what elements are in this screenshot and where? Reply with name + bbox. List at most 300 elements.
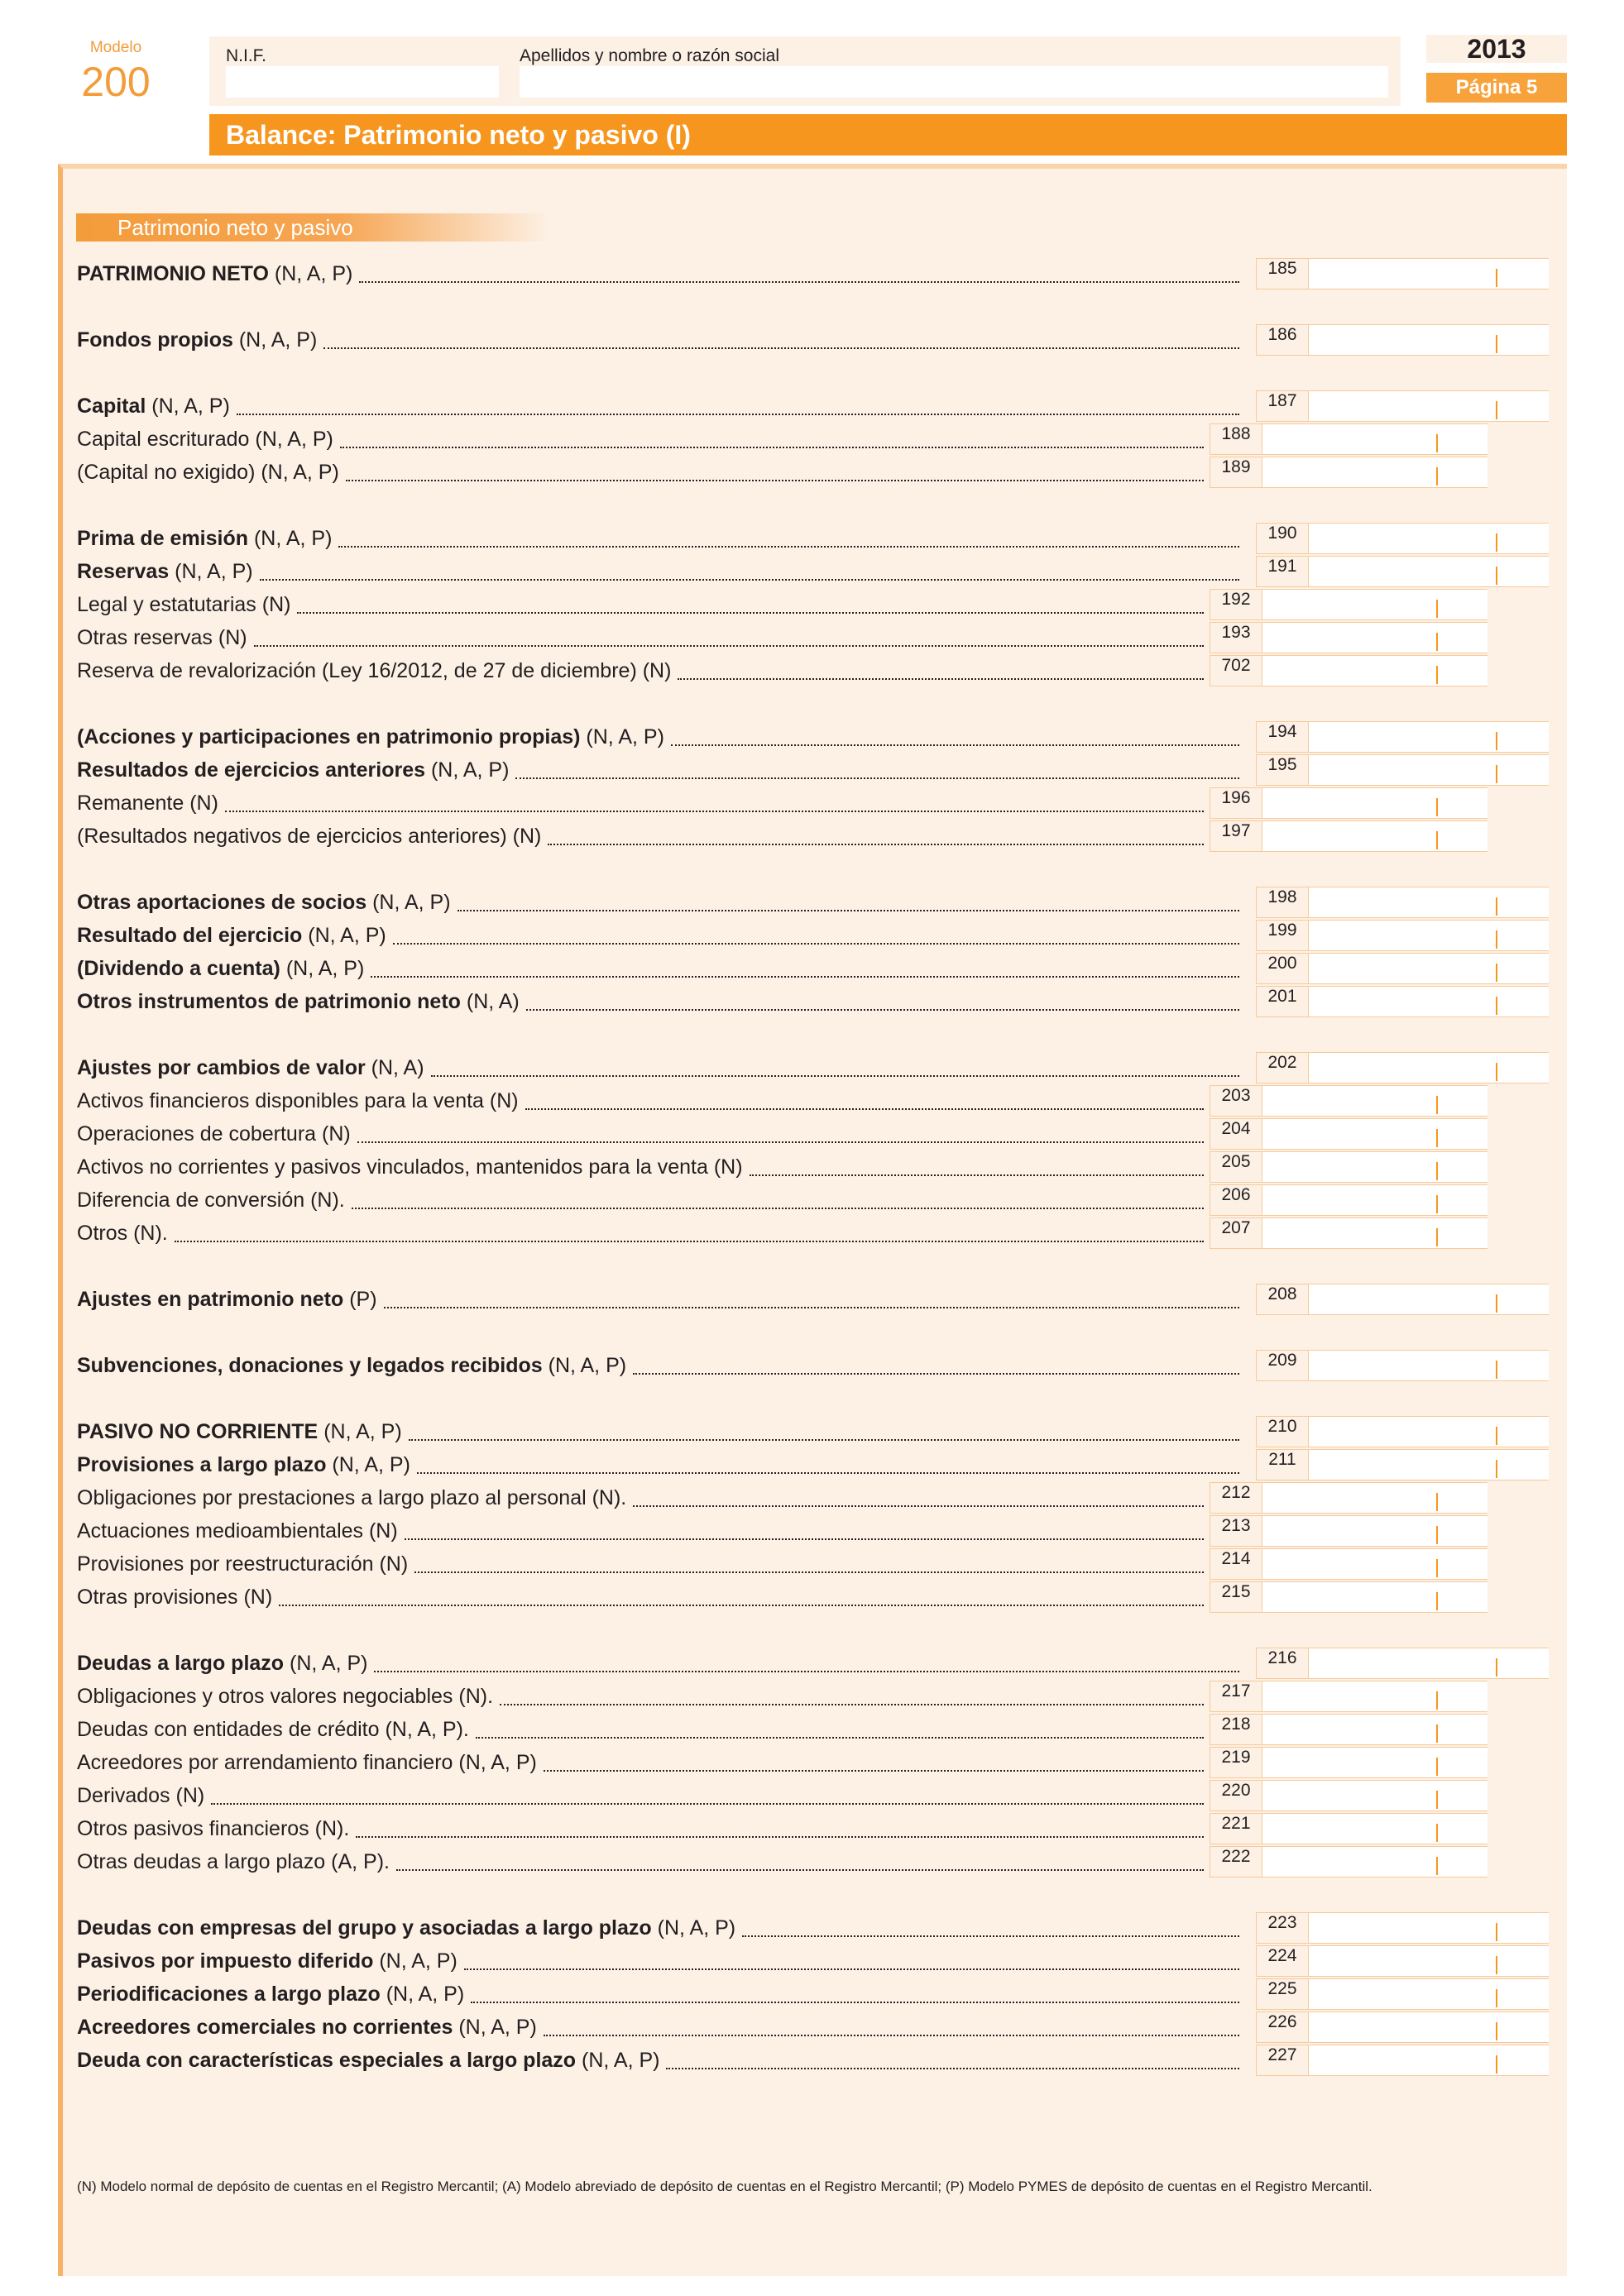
- box-code: 211: [1256, 1449, 1309, 1480]
- dot-leader: [340, 447, 1204, 448]
- dot-leader: [260, 579, 1239, 581]
- box-code: 190: [1256, 523, 1309, 554]
- row-label: [77, 461, 339, 485]
- row-label-text: Diferencia de conversión (N).: [77, 1189, 345, 1212]
- row-label-text: (N, A, P): [232, 328, 318, 352]
- row-label-text: (P): [343, 1288, 377, 1311]
- decimal-separator-mark: [1496, 1294, 1497, 1313]
- row-label-bold: (Dividendo a cuenta): [77, 957, 280, 980]
- amount-field[interactable]: [1309, 1449, 1549, 1480]
- dot-leader: [742, 1935, 1239, 1937]
- row-label: [77, 1817, 349, 1841]
- row-label: [77, 1089, 519, 1113]
- row-label: [77, 1552, 408, 1576]
- decimal-separator-mark: [1496, 1989, 1497, 2007]
- balance-row: [77, 457, 1204, 488]
- modelo-label: Modelo: [89, 39, 142, 56]
- row-label-text: Activos financieros disponibles para la venta (N): [77, 1089, 519, 1112]
- balance-row: [77, 721, 1239, 753]
- amount-field[interactable]: [1262, 1118, 1487, 1150]
- row-label: [77, 1453, 410, 1477]
- balance-row: [77, 1747, 1204, 1778]
- row-label: [77, 1916, 735, 1940]
- box-code: 196: [1210, 787, 1262, 819]
- box-code: 225: [1256, 1978, 1309, 2010]
- decimal-separator-mark: [1436, 831, 1438, 849]
- balance-row: [77, 2045, 1239, 2076]
- row-label-bold: PASIVO NO CORRIENTE: [77, 1420, 319, 1443]
- amount-field[interactable]: [1309, 390, 1549, 422]
- balance-row: [77, 1184, 1204, 1216]
- balance-row: [77, 787, 1204, 819]
- box-code: 199: [1256, 920, 1309, 951]
- box-code: 204: [1210, 1118, 1262, 1150]
- row-label: [77, 924, 386, 948]
- dot-leader: [211, 1803, 1204, 1805]
- decimal-separator-mark: [1436, 1857, 1438, 1875]
- balance-row: [77, 754, 1239, 786]
- box-code: 217: [1210, 1681, 1262, 1712]
- balance-row: [77, 820, 1204, 852]
- box-code: 186: [1256, 324, 1309, 356]
- box-code: 224: [1256, 1945, 1309, 1977]
- box-code: 212: [1210, 1482, 1262, 1514]
- amount-field[interactable]: [1309, 754, 1549, 786]
- box-code: 193: [1210, 622, 1262, 653]
- row-label-bold: Ajustes en patrimonio neto: [77, 1288, 344, 1311]
- dot-leader: [409, 1439, 1239, 1441]
- decimal-separator-mark: [1436, 1195, 1438, 1213]
- dot-leader: [371, 976, 1239, 978]
- box-code: 188: [1210, 423, 1262, 455]
- row-label-text: (N, A, P): [248, 527, 333, 550]
- row-label-text: (N, A, P): [651, 1916, 736, 1940]
- amount-field[interactable]: [1309, 1350, 1549, 1381]
- balance-row: [77, 1548, 1204, 1580]
- decimal-separator-mark: [1496, 2022, 1497, 2040]
- box-code: 197: [1210, 820, 1262, 852]
- decimal-separator-mark: [1436, 1228, 1438, 1246]
- row-label: [77, 1784, 204, 1808]
- row-label: [77, 1850, 390, 1874]
- row-label-bold: Resultados de ejercicios anteriores: [77, 758, 426, 782]
- balance-row: [77, 1118, 1204, 1150]
- row-label-text: (N, A, P): [580, 725, 664, 749]
- box-code: 207: [1210, 1217, 1262, 1249]
- amount-field[interactable]: [1309, 523, 1549, 554]
- row-label-text: (N, A, P): [302, 924, 386, 947]
- row-label-text: (N, A, P): [425, 758, 510, 782]
- box-code: 216: [1256, 1648, 1309, 1679]
- decimal-separator-mark: [1496, 1427, 1497, 1445]
- decimal-separator-mark: [1436, 1096, 1438, 1114]
- row-label-text: Otras reservas (N): [77, 626, 247, 649]
- dot-leader: [359, 281, 1239, 283]
- box-code: 221: [1210, 1813, 1262, 1844]
- balance-row: [77, 1449, 1239, 1480]
- row-label: [77, 328, 317, 352]
- balance-row: [77, 1714, 1204, 1745]
- row-label-bold: Ajustes por cambios de valor: [77, 1056, 366, 1079]
- row-label-text: (N, A, P): [169, 560, 253, 583]
- decimal-separator-mark: [1496, 335, 1497, 353]
- row-label: [77, 626, 247, 650]
- decimal-separator-mark: [1496, 997, 1497, 1015]
- dot-leader: [279, 1605, 1204, 1606]
- balance-row: [77, 1217, 1204, 1249]
- row-label: [77, 1519, 398, 1543]
- row-label: [77, 262, 352, 286]
- balance-row: [77, 655, 1204, 686]
- row-label: [77, 1222, 168, 1246]
- amount-field[interactable]: [1262, 787, 1487, 819]
- name-label: Apellidos y nombre o razón social: [520, 46, 779, 65]
- decimal-separator-mark: [1496, 930, 1497, 949]
- nif-field[interactable]: [226, 66, 499, 98]
- amount-field[interactable]: [1262, 457, 1487, 488]
- balance-row: [77, 1350, 1239, 1381]
- amount-field[interactable]: [1262, 1515, 1487, 1547]
- decimal-separator-mark: [1436, 1691, 1438, 1710]
- dot-leader: [414, 1571, 1204, 1573]
- row-label: [77, 891, 451, 915]
- decimal-separator-mark: [1436, 1724, 1438, 1743]
- box-code: 206: [1210, 1184, 1262, 1216]
- decimal-separator-mark: [1496, 1923, 1497, 1941]
- box-code: 192: [1210, 589, 1262, 620]
- dot-leader: [254, 645, 1204, 647]
- box-code: 210: [1256, 1416, 1309, 1447]
- balance-row: [77, 1416, 1239, 1447]
- balance-row: [77, 589, 1204, 620]
- decimal-separator-mark: [1496, 533, 1497, 552]
- balance-row: [77, 1681, 1204, 1712]
- amount-field[interactable]: [1262, 1747, 1487, 1778]
- page-badge: Página 5: [1426, 73, 1567, 103]
- dot-leader: [346, 480, 1204, 481]
- dot-leader: [225, 811, 1204, 812]
- decimal-separator-mark: [1496, 964, 1497, 982]
- balance-row: [77, 2011, 1239, 2043]
- balance-row: [77, 423, 1204, 455]
- row-label-text: (N, A, P): [326, 1453, 410, 1476]
- box-code: 213: [1210, 1515, 1262, 1547]
- decimal-separator-mark: [1496, 567, 1497, 585]
- amount-field[interactable]: [1262, 1581, 1487, 1613]
- name-field[interactable]: [520, 66, 1388, 98]
- amount-field[interactable]: [1262, 655, 1487, 686]
- balance-row: [77, 1912, 1239, 1944]
- dot-leader: [464, 1968, 1239, 1970]
- balance-row: [77, 1978, 1239, 2010]
- amount-field[interactable]: [1262, 1846, 1487, 1877]
- dot-leader: [457, 910, 1239, 911]
- amount-field[interactable]: [1309, 1052, 1549, 1083]
- row-label-text: Obligaciones y otros valores negociables (N).: [77, 1685, 494, 1708]
- row-label-text: Actuaciones medioambientales (N): [77, 1519, 398, 1543]
- row-label: [77, 1486, 626, 1510]
- box-code: 198: [1256, 887, 1309, 918]
- row-label-text: Otros pasivos financieros (N).: [77, 1817, 350, 1840]
- amount-field[interactable]: [1262, 1217, 1487, 1249]
- balance-row: [77, 1085, 1204, 1117]
- row-label-bold: Capital: [77, 395, 146, 418]
- amount-field[interactable]: [1309, 324, 1549, 356]
- dot-leader: [544, 1770, 1204, 1772]
- dot-leader: [431, 1075, 1239, 1077]
- footnote: (N) Modelo normal de depósito de cuentas en el Registro Mercantil; (A) Modelo abreviado de depósito de cuentas en el Registro Mercantil; (P) Modelo PYMES de depósito de cuentas en el Registro Mercantil.: [77, 2179, 1372, 2194]
- amount-field[interactable]: [1262, 1813, 1487, 1844]
- balance-row: [77, 258, 1239, 289]
- row-label: [77, 758, 509, 782]
- row-label-bold: Fondos propios: [77, 328, 233, 352]
- decimal-separator-mark: [1496, 1361, 1497, 1379]
- dot-leader: [515, 777, 1239, 779]
- balance-row: [77, 1846, 1204, 1877]
- dot-leader: [237, 414, 1239, 415]
- modelo-block: [79, 39, 153, 105]
- box-code: 219: [1210, 1747, 1262, 1778]
- decimal-separator-mark: [1496, 765, 1497, 783]
- box-code: 223: [1256, 1912, 1309, 1944]
- balance-row: [77, 1648, 1239, 1679]
- dot-leader: [633, 1505, 1204, 1507]
- row-label-bold: Deudas con empresas del grupo y asociadas a largo plazo: [77, 1916, 652, 1940]
- amount-field[interactable]: [1262, 1482, 1487, 1514]
- row-label-text: Obligaciones por prestaciones a largo plazo al personal (N).: [77, 1486, 627, 1509]
- dot-leader: [678, 678, 1204, 680]
- row-label: [77, 825, 541, 849]
- dot-leader: [633, 1373, 1239, 1375]
- row-label: [77, 659, 671, 683]
- amount-field[interactable]: [1262, 589, 1487, 620]
- balance-row: [77, 324, 1239, 356]
- decimal-separator-mark: [1436, 1162, 1438, 1180]
- row-label: [77, 1983, 464, 2007]
- amount-field[interactable]: [1262, 1714, 1487, 1745]
- dot-leader: [471, 2002, 1239, 2003]
- row-label: [77, 1354, 626, 1378]
- dot-leader: [544, 2035, 1239, 2036]
- row-label-text: Remanente (N): [77, 792, 218, 815]
- decimal-separator-mark: [1436, 467, 1438, 486]
- dot-leader: [323, 347, 1239, 349]
- balance-row: [77, 1515, 1204, 1547]
- amount-field[interactable]: [1262, 1184, 1487, 1216]
- row-label-text: (N, A, P): [318, 1420, 402, 1443]
- row-label-bold: PATRIMONIO NETO: [77, 262, 269, 285]
- dot-leader: [548, 844, 1204, 845]
- dot-leader: [750, 1174, 1204, 1176]
- row-label: [77, 527, 332, 551]
- amount-field[interactable]: [1262, 1780, 1487, 1811]
- row-label: [77, 593, 290, 617]
- row-label: [77, 560, 253, 584]
- row-label-text: Capital escriturado (N, A, P): [77, 428, 333, 451]
- balance-row: [77, 1813, 1204, 1844]
- decimal-separator-mark: [1436, 1129, 1438, 1147]
- modelo-number: 200: [81, 59, 151, 105]
- row-label-text: (N, A, P): [280, 957, 365, 980]
- amount-field[interactable]: [1262, 423, 1487, 455]
- dot-leader: [525, 1108, 1204, 1110]
- box-code: 215: [1210, 1581, 1262, 1613]
- row-label-text: (N, A, P): [284, 1652, 368, 1675]
- row-label-bold: Periodificaciones a largo plazo: [77, 1983, 381, 2006]
- row-label-text: Reserva de revalorización (Ley 16/2012, de 27 de diciembre) (N): [77, 659, 672, 682]
- decimal-separator-mark: [1496, 1658, 1497, 1677]
- balance-row: [77, 887, 1239, 918]
- decimal-separator-mark: [1436, 666, 1438, 684]
- amount-field[interactable]: [1262, 622, 1487, 653]
- dot-leader: [384, 1307, 1239, 1308]
- row-label-text: Legal y estatutarias (N): [77, 593, 291, 616]
- decimal-separator-mark: [1496, 732, 1497, 750]
- decimal-separator-mark: [1436, 1791, 1438, 1809]
- decimal-separator-mark: [1436, 1824, 1438, 1842]
- box-code: 202: [1256, 1052, 1309, 1083]
- amount-field[interactable]: [1309, 721, 1549, 753]
- dot-leader: [393, 943, 1239, 945]
- balance-row: [77, 953, 1239, 984]
- amount-field[interactable]: [1309, 953, 1549, 984]
- balance-row: [77, 1945, 1239, 1977]
- box-code: 222: [1210, 1846, 1262, 1877]
- amount-field[interactable]: [1262, 1085, 1487, 1117]
- row-label: [77, 1420, 402, 1444]
- decimal-separator-mark: [1436, 798, 1438, 816]
- amount-field[interactable]: [1309, 1978, 1549, 2010]
- row-label: [77, 1586, 272, 1610]
- balance-row: [77, 1482, 1204, 1514]
- box-code: 209: [1256, 1350, 1309, 1381]
- decimal-separator-mark: [1436, 1559, 1438, 1577]
- row-label-text: Otras deudas a largo plazo (A, P).: [77, 1850, 390, 1873]
- row-label-text: (N, A, P): [268, 262, 353, 285]
- row-label-text: (N, A, P): [366, 891, 451, 914]
- dot-leader: [476, 1737, 1204, 1739]
- decimal-separator-mark: [1436, 1758, 1438, 1776]
- box-code: 226: [1256, 2011, 1309, 2043]
- row-label-bold: Reservas: [77, 560, 170, 583]
- row-label-text: (N, A): [460, 990, 520, 1013]
- balance-row: [77, 986, 1239, 1017]
- dot-leader: [356, 1836, 1204, 1838]
- amount-field[interactable]: [1309, 986, 1549, 1017]
- row-label: [77, 1189, 345, 1213]
- row-label-bold: Otras aportaciones de socios: [77, 891, 367, 914]
- decimal-separator-mark: [1436, 633, 1438, 651]
- amount-field[interactable]: [1309, 920, 1549, 951]
- dot-leader: [357, 1141, 1204, 1143]
- row-label: [77, 1685, 493, 1709]
- row-label-bold: Prima de emisión: [77, 527, 249, 550]
- amount-field[interactable]: [1309, 556, 1549, 587]
- balance-row: [77, 1052, 1239, 1083]
- amount-field[interactable]: [1309, 1912, 1549, 1944]
- box-code: 205: [1210, 1151, 1262, 1183]
- row-label-bold: Deudas a largo plazo: [77, 1652, 285, 1675]
- row-label-text: (N, A, P): [380, 1983, 465, 2006]
- box-code: 218: [1210, 1714, 1262, 1745]
- box-code: 203: [1210, 1085, 1262, 1117]
- row-label-bold: Resultado del ejercicio: [77, 924, 303, 947]
- decimal-separator-mark: [1436, 434, 1438, 452]
- box-code: 187: [1256, 390, 1309, 422]
- box-code: 195: [1256, 754, 1309, 786]
- amount-field[interactable]: [1309, 1945, 1549, 1977]
- row-label-text: Activos no corrientes y pasivos vinculados, mantenidos para la venta (N): [77, 1155, 743, 1179]
- row-label-text: Provisiones por reestructuración (N): [77, 1552, 409, 1576]
- row-label: [77, 2016, 537, 2040]
- row-label-text: Otras provisiones (N): [77, 1586, 273, 1609]
- amount-field[interactable]: [1309, 1648, 1549, 1679]
- row-label: [77, 957, 364, 981]
- row-label: [77, 1718, 469, 1742]
- row-label-text: Operaciones de cobertura (N): [77, 1122, 351, 1146]
- row-label: [77, 1751, 537, 1775]
- amount-field[interactable]: [1262, 1548, 1487, 1580]
- row-label-text: Acreedores por arrendamiento financiero (N, A, P): [77, 1751, 537, 1774]
- amount-field[interactable]: [1262, 1681, 1487, 1712]
- balance-row: [77, 556, 1239, 587]
- dot-leader: [297, 612, 1204, 614]
- decimal-separator-mark: [1436, 1493, 1438, 1511]
- box-code: 194: [1256, 721, 1309, 753]
- balance-row: [77, 1284, 1239, 1315]
- dot-leader: [417, 1472, 1239, 1474]
- amount-field[interactable]: [1309, 887, 1549, 918]
- box-code: 200: [1256, 953, 1309, 984]
- row-label: [77, 1056, 424, 1080]
- row-label-text: (N, A, P): [576, 2049, 660, 2072]
- amount-field[interactable]: [1309, 258, 1549, 289]
- row-label-text: Derivados (N): [77, 1784, 205, 1807]
- row-label-text: (N, A, P): [453, 2016, 537, 2039]
- box-code: 208: [1256, 1284, 1309, 1315]
- dot-leader: [338, 546, 1239, 548]
- decimal-separator-mark: [1496, 1460, 1497, 1478]
- row-label-text: (N, A, P): [542, 1354, 627, 1377]
- box-code: 201: [1256, 986, 1309, 1017]
- section-title: Patrimonio neto y pasivo: [76, 213, 552, 242]
- decimal-separator-mark: [1496, 401, 1497, 419]
- row-label-bold: (Acciones y participaciones en patrimonio propias): [77, 725, 581, 749]
- row-label-bold: Acreedores comerciales no corrientes: [77, 2016, 453, 2039]
- row-label-bold: Provisiones a largo plazo: [77, 1453, 327, 1476]
- row-label: [77, 2049, 659, 2073]
- decimal-separator-mark: [1436, 1526, 1438, 1544]
- row-label-text: (N, A): [365, 1056, 424, 1079]
- identification-header: [209, 36, 1401, 106]
- amount-field[interactable]: [1262, 1151, 1487, 1183]
- decimal-separator-mark: [1436, 1592, 1438, 1610]
- row-label: [77, 792, 218, 816]
- amount-field[interactable]: [1309, 1416, 1549, 1447]
- dot-leader: [526, 1009, 1239, 1011]
- amount-field[interactable]: [1309, 1284, 1549, 1315]
- row-label-bold: Otros instrumentos de patrimonio neto: [77, 990, 461, 1013]
- balance-row: [77, 622, 1204, 653]
- row-label: [77, 725, 664, 749]
- amount-field[interactable]: [1309, 2045, 1549, 2076]
- amount-field[interactable]: [1262, 820, 1487, 852]
- dot-leader: [396, 1869, 1204, 1871]
- amount-field[interactable]: [1309, 2011, 1549, 2043]
- row-label-text: Otros (N).: [77, 1222, 168, 1245]
- row-label-text: (Resultados negativos de ejercicios anteriores) (N): [77, 825, 542, 848]
- dot-leader: [352, 1208, 1204, 1209]
